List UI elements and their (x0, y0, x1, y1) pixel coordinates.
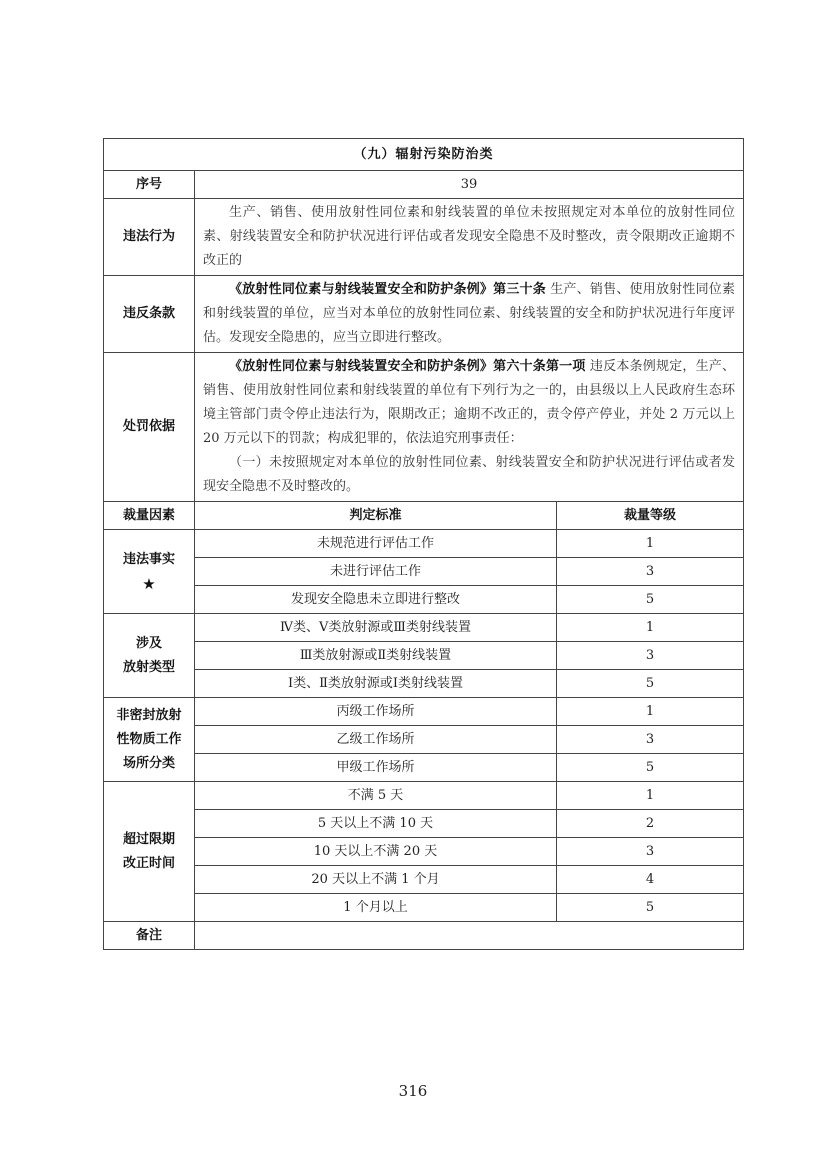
factor-line: 超过限期 (122, 831, 175, 847)
factor-line: 性物质工作 (116, 731, 182, 747)
table-row (104, 838, 744, 866)
criterion-cell: 发现安全隐患未立即进行整改 (195, 586, 557, 614)
remarks-value (195, 922, 744, 950)
table-row (104, 810, 744, 838)
remarks-label: 备注 (104, 922, 195, 950)
level-cell: 4 (557, 866, 744, 894)
star-icon: ★ (142, 574, 156, 593)
violated-clause-label: 违反条款 (104, 276, 195, 353)
penalty-basis-ref: 《放射性同位素与射线装置安全和防护条例》第六十条第一项 (229, 359, 586, 374)
criterion-cell: 未规范进行评估工作 (195, 530, 557, 558)
table-row (104, 530, 744, 558)
factor-line: 涉及 (135, 635, 162, 651)
criterion-cell: 1 个月以上 (195, 894, 557, 922)
factor-line: 改正时间 (122, 855, 175, 871)
factor-radiation-type (104, 614, 195, 698)
penalty-basis-item: （一）未按照规定对本单位的放射性同位素、射线装置安全和防护状况进行评估或者发现安全隐患不及时整改的。 (203, 455, 736, 494)
table-row (104, 670, 744, 698)
serial-value: 39 (195, 171, 744, 199)
criterion-cell: 丙级工作场所 (195, 698, 557, 726)
table-row (104, 782, 744, 810)
violated-clause-content: 生产、销售、使用放射性同位素和射线装置的单位，应当对本单位的放射性同位素、射线装置的安全和防护状况进行年度评估。发现安全隐患的，应当立即进行整改。 (203, 282, 736, 345)
level-cell: 3 (557, 726, 744, 754)
table-row (104, 642, 744, 670)
criterion-cell: 乙级工作场所 (195, 726, 557, 754)
level-cell: 5 (557, 670, 744, 698)
penalty-basis-body (203, 355, 735, 451)
factor-workplace-class (104, 698, 195, 782)
criterion-cell: Ⅳ类、Ⅴ类放射源或Ⅲ类射线装置 (195, 614, 557, 642)
section-title: （九）辐射污染防治类 (104, 139, 744, 171)
level-cell: 5 (557, 586, 744, 614)
level-cell: 1 (557, 614, 744, 642)
criterion-cell: 5 天以上不满 10 天 (195, 810, 557, 838)
page-number: 316 (398, 1082, 428, 1100)
criterion-cell: Ⅰ类、Ⅱ类放射源或Ⅰ类射线装置 (195, 670, 557, 698)
penalty-basis-content: 违反本条例规定，生产、销售、使用放射性同位素和射线装置的单位有下列行为之一的，由县级以上人民政府生态环境主管部门责令停止违法行为，限期改正；逾期不改正的，责令停产停业，并处 2 万元以上 20 万元以下的罚款；构成犯罪的，依法追究刑事责任： (203, 359, 736, 446)
criterion-cell: 未进行评估工作 (195, 558, 557, 586)
criterion-cell: 10 天以上不满 20 天 (195, 838, 557, 866)
table-row (104, 726, 744, 754)
table-row (104, 894, 744, 922)
level-cell: 3 (557, 642, 744, 670)
penalty-basis-text (195, 353, 744, 502)
level-cell: 1 (557, 530, 744, 558)
level-cell: 1 (557, 698, 744, 726)
violation-text (195, 199, 744, 276)
header-level: 裁量等级 (557, 502, 744, 530)
violated-clause-ref: 《放射性同位素与射线装置安全和防护条例》第三十条 (229, 282, 546, 297)
header-criterion: 判定标准 (195, 502, 557, 530)
penalty-discretion-table (103, 138, 744, 950)
header-factor: 裁量因素 (104, 502, 195, 530)
violation-body: 生产、销售、使用放射性同位素和射线装置的单位未按照规定对本单位的放射性同位素、射线装置安全和防护状况进行评估或者发现安全隐患不及时整改，责令限期改正逾期不改正的 (203, 205, 736, 268)
criterion-cell: Ⅲ类放射源或Ⅱ类射线装置 (195, 642, 557, 670)
criterion-cell: 甲级工作场所 (195, 754, 557, 782)
table-row (104, 698, 744, 726)
table-row (104, 754, 744, 782)
level-cell: 1 (557, 782, 744, 810)
factor-overdue-time (104, 782, 195, 922)
criterion-cell: 不满 5 天 (195, 782, 557, 810)
violation-label: 违法行为 (104, 199, 195, 276)
factor-line: 放射类型 (122, 659, 175, 675)
table-row (104, 558, 744, 586)
level-cell: 3 (557, 558, 744, 586)
violated-clause-body (203, 278, 735, 350)
violated-clause-text (195, 276, 744, 353)
level-cell: 2 (557, 810, 744, 838)
serial-label: 序号 (104, 171, 195, 199)
penalty-basis-label: 处罚依据 (104, 353, 195, 502)
table-row (104, 614, 744, 642)
factor-line: 非密封放射 (116, 707, 182, 723)
level-cell: 5 (557, 894, 744, 922)
level-cell: 5 (557, 754, 744, 782)
factor-violation-fact (104, 530, 195, 614)
table-row (104, 586, 744, 614)
criterion-cell: 20 天以上不满 1 个月 (195, 866, 557, 894)
factor-line: 场所分类 (122, 755, 175, 771)
level-cell: 3 (557, 838, 744, 866)
factor-name: 违法事实 (122, 551, 175, 567)
table-row (104, 866, 744, 894)
